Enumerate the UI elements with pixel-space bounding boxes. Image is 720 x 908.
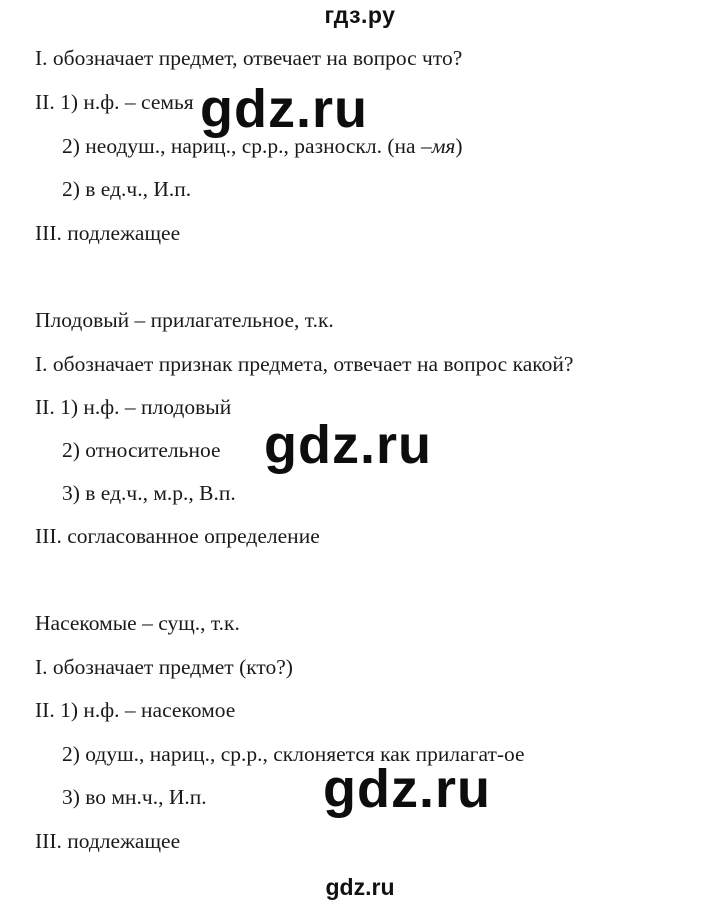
text-line: II. 1) н.ф. – насекомое [35,698,236,722]
text-line: I. обозначает признак предмета, отвечает на вопрос какой? [35,352,574,376]
watermark-logo: gdz.ru [200,79,368,139]
text-line [62,136,463,158]
text-line: I. обозначает предмет, отвечает на вопрос что? [35,46,463,70]
text-fragment: ) [455,134,463,158]
site-footer: gdz.ru [325,874,395,900]
text-fragment-italic: –мя [420,134,456,158]
text-line: I. обозначает предмет (кто?) [35,655,293,679]
text-line: III. согласованное определение [35,524,320,548]
text-fragment: 2) неодуш., нариц., ср.р., разноскл. (на [62,134,421,158]
text-line: Плодовый – прилагательное, т.к. [35,308,334,332]
text-line: II. 1) н.ф. – семья [35,90,194,114]
text-line: Насекомые – сущ., т.к. [35,611,240,635]
text-line: 2) относительное [62,438,221,462]
text-line: 3) во мн.ч., И.п. [62,785,207,809]
watermark-logo: gdz.ru [323,759,491,819]
text-line: 3) в ед.ч., м.р., В.п. [62,481,236,505]
site-header: гдз.ру [324,2,396,28]
watermark-logo: gdz.ru [264,415,432,475]
text-line: 2) в ед.ч., И.п. [62,177,192,201]
text-line: 2) одуш., нариц., ср.р., склоняется как прилагат-ое [62,742,525,766]
text-line: III. подлежащее [35,221,181,245]
text-line: II. 1) н.ф. – плодовый [35,395,232,419]
text-line: III. подлежащее [35,829,181,853]
